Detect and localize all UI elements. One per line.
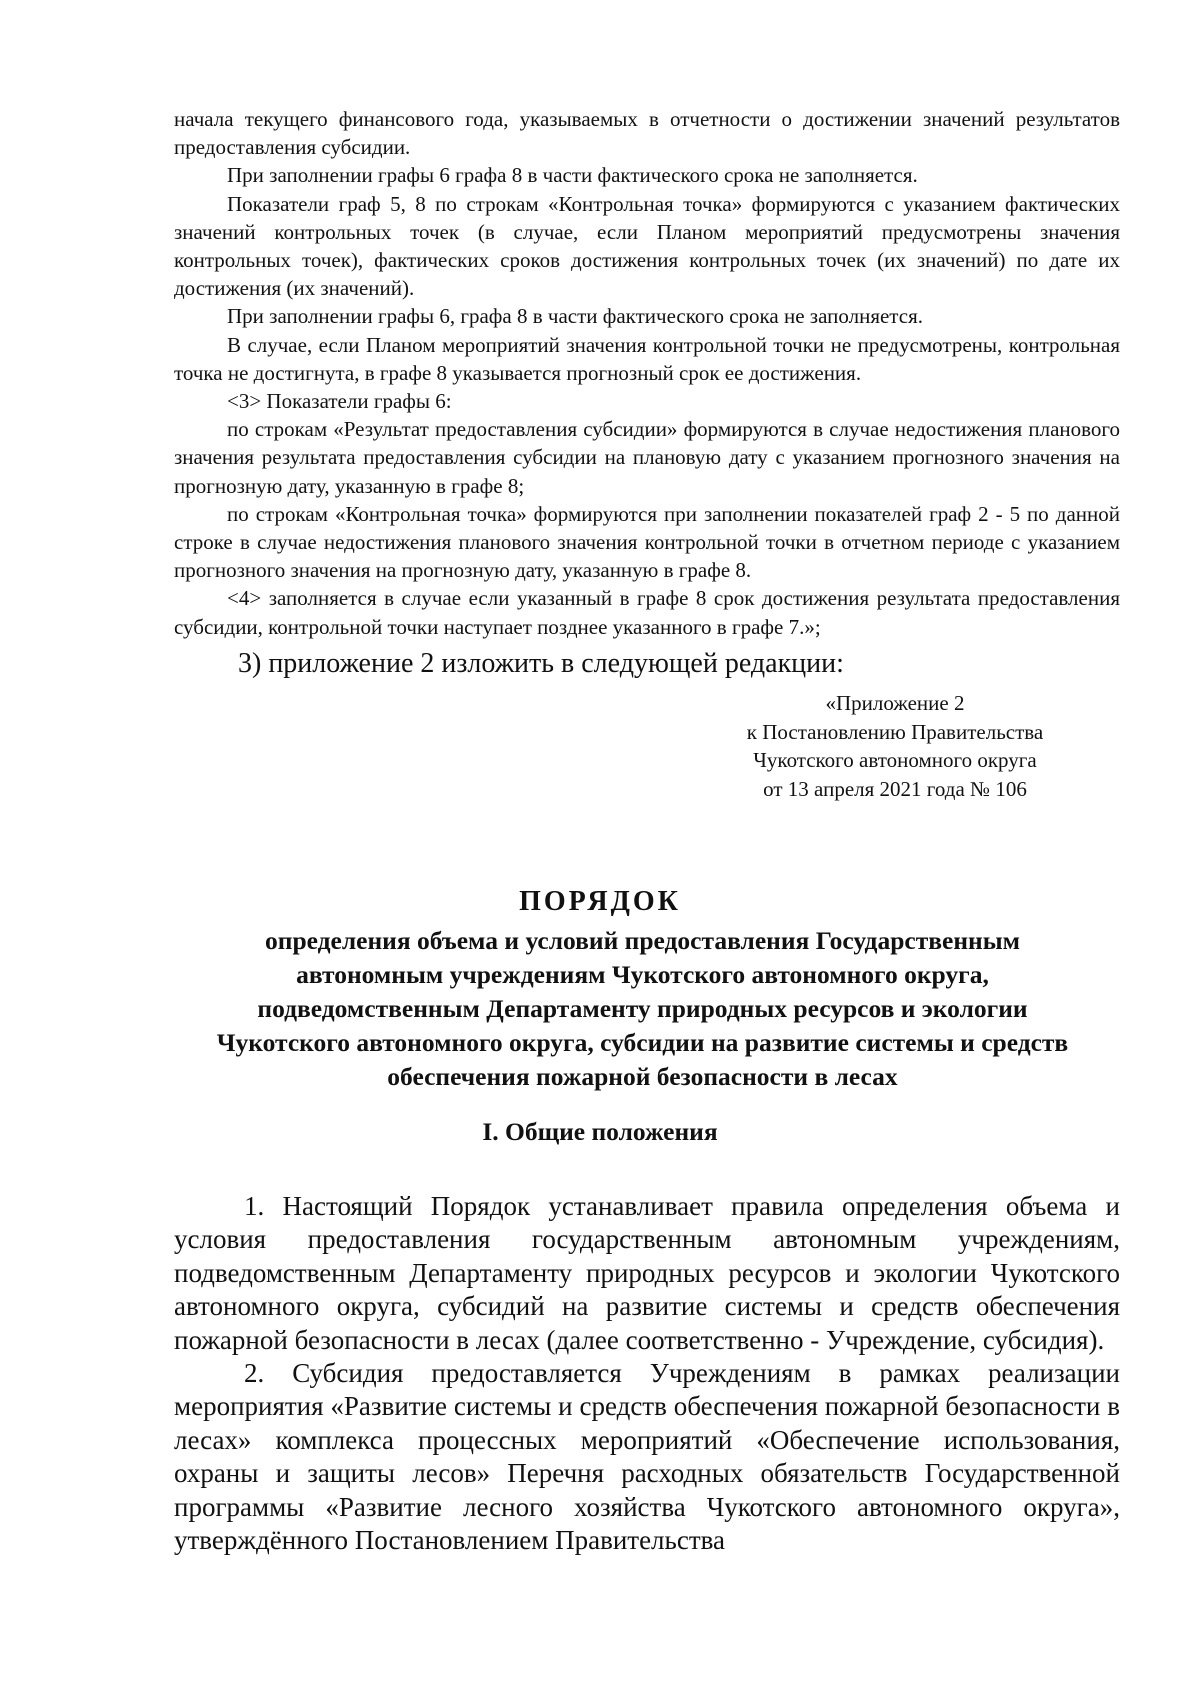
body-block — [174, 1190, 1120, 1557]
paragraph: При заполнении графы 6 графа 8 в части фактического срока не заполняется. — [227, 163, 918, 188]
document-title: ПОРЯДОК — [519, 886, 681, 917]
footnote-3-heading: <3> Показатели графы 6: — [227, 389, 452, 414]
paragraph: Показатели граф 5, 8 по строкам «Контрольная точка» формируются с указанием фактических значений контрольных точек (в случае, если Планом мероприятий предусмотрены значения контрольных точек), фактических сроков достижения контрольных точек (их значений) по дате их достижения (их значений). — [174, 191, 1120, 301]
paragraph: по строкам «Результат предоставления субсидии» формируются в случае недостижения планового значения результата предоставления субсидии на плановую дату с указанием прогнозного значения на прогнозную дату, указанную в графе 8; — [174, 417, 1120, 498]
appendix-line: «Приложение 2 — [825, 691, 965, 715]
paragraph: по строкам «Контрольная точка» формируются при заполнении показателей граф 2 - 5 по данной строке в случае недостижения планового значения контрольной точки в отчетном периоде с указанием прогнозного значения на прогнозную дату, указанную в графе 8. — [174, 501, 1120, 583]
paragraph: 2. Субсидия предоставляется Учреждениям в рамках реализации мероприятия «Развитие системы и средств обеспечения пожарной безопасности в лесах» комплекса процессных мероприятий «Обеспечение использования, охраны и защиты лесов» Перечня расходных обязательств Государственной программы «Развитие лесного хозяйства Чукотского автономного округа», утверждённого Постановлением Правительства — [174, 1358, 1120, 1556]
document-subtitle: определения объема и условий предоставления Государственным автономным учреждениям Чукотского автономного округа, подведомственным Департаменту природных ресурсов и экологии Чукотского автономного округа, субсидии на развитие системы и средств обеспечения пожарной безопасности в лесах — [216, 926, 1069, 1091]
paragraph: начала текущего финансового года, указываемых в отчетности о достижении значений результатов предоставления субсидии. — [174, 107, 1120, 160]
footnote-4: <4> заполняется в случае если указанный в графе 8 срок достижения результата предоставления субсидии, контрольной точки наступает позднее указанного в графе 7.»; — [174, 586, 1120, 639]
paragraph: 1. Настоящий Порядок устанавливает правила определения объема и условия предоставления государственным автономным учреждениям, подведомственным Департаменту природных ресурсов и экологии Чукотского автономного округа, субсидий на развитие системы и средств обеспечения пожарной безопасности в лесах (далее соответственно - Учреждение, субсидия). — [174, 1191, 1120, 1355]
appendix-line: Чукотского автономного округа — [753, 748, 1037, 773]
appendix-line: от 13 апреля 2021 года № 106 — [763, 776, 1027, 801]
appendix-line: к Постановлению Правительства — [746, 719, 1044, 744]
paragraph: При заполнении графы 6, графа 8 в части фактического срока не заполняется. — [227, 304, 923, 329]
section-heading: I. Общие положения — [482, 1117, 718, 1146]
appendix-header — [700, 689, 1090, 803]
footnotes-block — [174, 105, 1120, 641]
amendment-line: 3) приложение 2 изложить в следующей редакции: — [238, 648, 844, 679]
paragraph: В случае, если Планом мероприятий значения контрольной точки не предусмотрены, контрольная точка не достигнута, в графе 8 указывается прогнозный срок ее достижения. — [174, 332, 1120, 385]
